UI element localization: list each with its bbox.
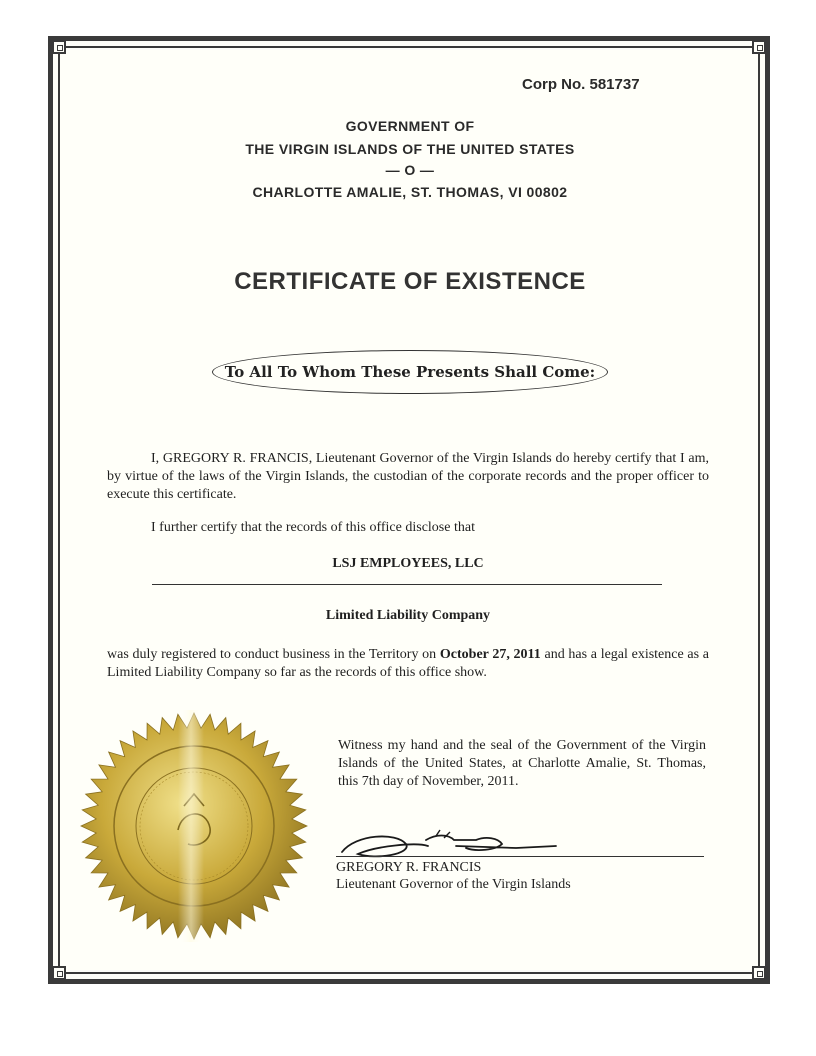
corner-ornament-top-left (52, 40, 66, 54)
further-certify-paragraph (107, 519, 709, 537)
registration-paragraph (107, 646, 709, 682)
signer-name: GREGORY R. FRANCIS (336, 860, 482, 875)
certification-paragraph (107, 450, 709, 504)
gov-heading-address: CHARLOTTE AMALIE, ST. THOMAS, VI 00802 (252, 184, 568, 200)
certificate-title: CERTIFICATE OF EXISTENCE (234, 268, 586, 295)
corner-ornament-top-right (752, 40, 766, 54)
registration-date: October 27, 2011 (439, 647, 541, 662)
signer-title: Lieutenant Governor of the Virgin Islands (336, 877, 571, 892)
gov-heading-separator: — O — (385, 162, 435, 178)
corner-ornament-bottom-right (752, 966, 766, 980)
registration-text-after: and has a legal existence as a Limited Liability Company so far as the records of this office show. (107, 647, 709, 680)
salutation-oval (212, 350, 608, 394)
witness-paragraph: Witness my hand and the seal of the Government of the Virgin Islands of the United States, at Charlotte Amalie, St. Thomas, this 7th day of November, 2011. (338, 738, 706, 789)
certification-text: I, GREGORY R. FRANCIS, Lieutenant Governor of the Virgin Islands do hereby certify that I am, by virtue of the laws of the Virgin Islands, the custodian of the corporate records and the proper officer to execute this certificate. (107, 451, 709, 502)
gold-seal-icon (78, 710, 310, 942)
gov-heading-line1: GOVERNMENT OF (345, 118, 475, 134)
further-certify-text: I further certify that the records of this office disclose that (151, 520, 475, 535)
company-type: Limited Liability Company (325, 608, 491, 623)
company-underline (152, 584, 662, 585)
salutation-text: To All To Whom These Presents Shall Come: (224, 363, 596, 381)
signature-line (336, 856, 704, 857)
gov-heading-line2: THE VIRGIN ISLANDS OF THE UNITED STATES (245, 141, 575, 157)
company-name: LSJ EMPLOYEES, LLC (332, 556, 484, 571)
corp-number: Corp No. 581737 (522, 76, 640, 93)
corner-ornament-bottom-left (52, 966, 66, 980)
registration-text-before: was duly registered to conduct business in the Territory on (107, 647, 440, 662)
